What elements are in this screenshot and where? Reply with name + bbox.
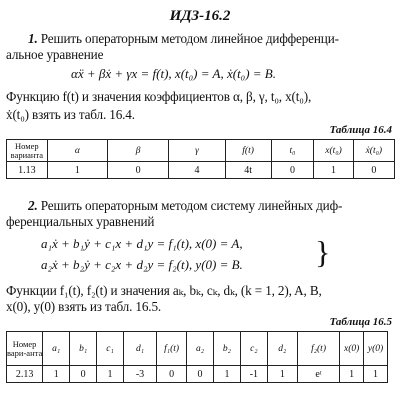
task1-equation: αẍ + βẋ + γx = f(t), x(t₀) = A, ẋ(t₀) = B.: [71, 66, 276, 81]
table-16-5-cell: 1: [43, 366, 70, 383]
system-brace: }: [315, 234, 331, 270]
table-16-5-header-cell: f₁(t): [157, 332, 187, 366]
table-row: [7, 162, 395, 179]
table-16-4-cell: 1: [47, 162, 107, 179]
table-16-5-header-cell: y(0): [364, 332, 388, 366]
task1-text-line2: альное уравнение: [6, 47, 104, 62]
table-16-4-header-cell: α: [47, 140, 107, 162]
table-16-4-cell: 0: [353, 162, 394, 179]
task2-text-line2: ференциальных уравнений: [6, 214, 155, 229]
table-16-5-header-cell: b₂: [214, 332, 241, 366]
task2-text-line4: x(0), y(0) взять из табл. 16.5.: [6, 299, 162, 314]
table-16-5-header-cell: x(0): [340, 332, 364, 366]
task2-text-line1: Решить операторным методом систему линейных диф-: [40, 198, 343, 213]
table-16-5-cell: 1: [340, 366, 364, 383]
table-16-5-cell: 1: [267, 366, 297, 383]
table-16-4-header-cell: γ: [169, 140, 225, 162]
table-16-5-header-cell: d₁: [123, 332, 156, 366]
table-16-4-caption: Таблица 16.4: [329, 124, 392, 136]
table-16-5-cell: -3: [123, 366, 156, 383]
table-16-5-header-row: [7, 332, 388, 366]
task2-text-line3: Функции f₁(t), f₂(t) и значения aₖ, bₖ, cₖ, dₖ, (k = 1, 2), A, B,: [6, 283, 322, 298]
table-16-5-header-cell: a₁: [43, 332, 70, 366]
table-row: [7, 366, 388, 383]
table-16-5-cell: 2.13: [7, 366, 43, 383]
task2-number: 2.: [28, 198, 38, 213]
table-16-4-header-cell: β: [108, 140, 169, 162]
task1-number: 1.: [28, 31, 38, 46]
table-16-5-cell: 1: [97, 366, 124, 383]
table-16-4-header-cell: ẋ(t₀): [353, 140, 394, 162]
table-16-5-header-cell: b₁: [70, 332, 97, 366]
task1-text-line3: Функцию f(t) и значения коэффициентов α, β, γ, t₀, x(t₀),: [6, 89, 312, 104]
table-16-5-cell: 1: [214, 366, 241, 383]
table-16-5-header-cell: c₂: [240, 332, 267, 366]
table-16-4-cell: 1: [314, 162, 353, 179]
table-16-5-cell: 0: [70, 366, 97, 383]
task2-equation-2: a₂ẋ + b₂ẏ + c₂x + d₂y = f₂(t), y(0) = B.: [41, 257, 243, 272]
table-16-5-header-cell: c₁: [97, 332, 124, 366]
task2-equation-1: a₁ẋ + b₁ẏ + c₁x + d₁y = f₁(t), x(0) = A,: [41, 236, 243, 251]
task1-text-line4: ẋ(t₀) взять из табл. 16.4.: [6, 107, 135, 122]
task1-line1: [28, 31, 339, 47]
table-16-4: [6, 139, 395, 179]
table-16-4-cell: 1.13: [7, 162, 48, 179]
table-16-4-header-cell: x(t₀): [314, 140, 353, 162]
table-16-4-cell: 4: [169, 162, 225, 179]
table-16-4-cell: 0: [108, 162, 169, 179]
table-16-4-cell: 4t: [225, 162, 271, 179]
table-16-5-cell: 0: [157, 366, 187, 383]
table-16-5-header-cell: a₂: [187, 332, 214, 366]
page-title: ИДЗ-16.2: [169, 8, 231, 24]
table-16-4-header-row: [7, 140, 395, 162]
table-16-5-cell: -1: [240, 366, 267, 383]
table-16-5-header-cell: Номер вари-анта: [7, 332, 43, 366]
table-16-5-caption: Таблица 16.5: [329, 316, 392, 328]
table-16-5-cell: 0: [187, 366, 214, 383]
table-16-5-header-cell: f₂(t): [297, 332, 339, 366]
table-16-4-header-cell: Номер варианта: [7, 140, 48, 162]
table-16-5-header-cell: d₂: [267, 332, 297, 366]
table-16-4-cell: 0: [271, 162, 314, 179]
task1-text-line1: Решить операторным методом линейное дифференци-: [40, 31, 339, 46]
table-16-5-cell: eᵗ: [297, 366, 339, 383]
task2-line1: [28, 198, 342, 214]
table-16-5-cell: 1: [364, 366, 388, 383]
table-16-4-header-cell: f(t): [225, 140, 271, 162]
table-16-5: [6, 331, 388, 383]
table-16-4-header-cell: t₀: [271, 140, 314, 162]
